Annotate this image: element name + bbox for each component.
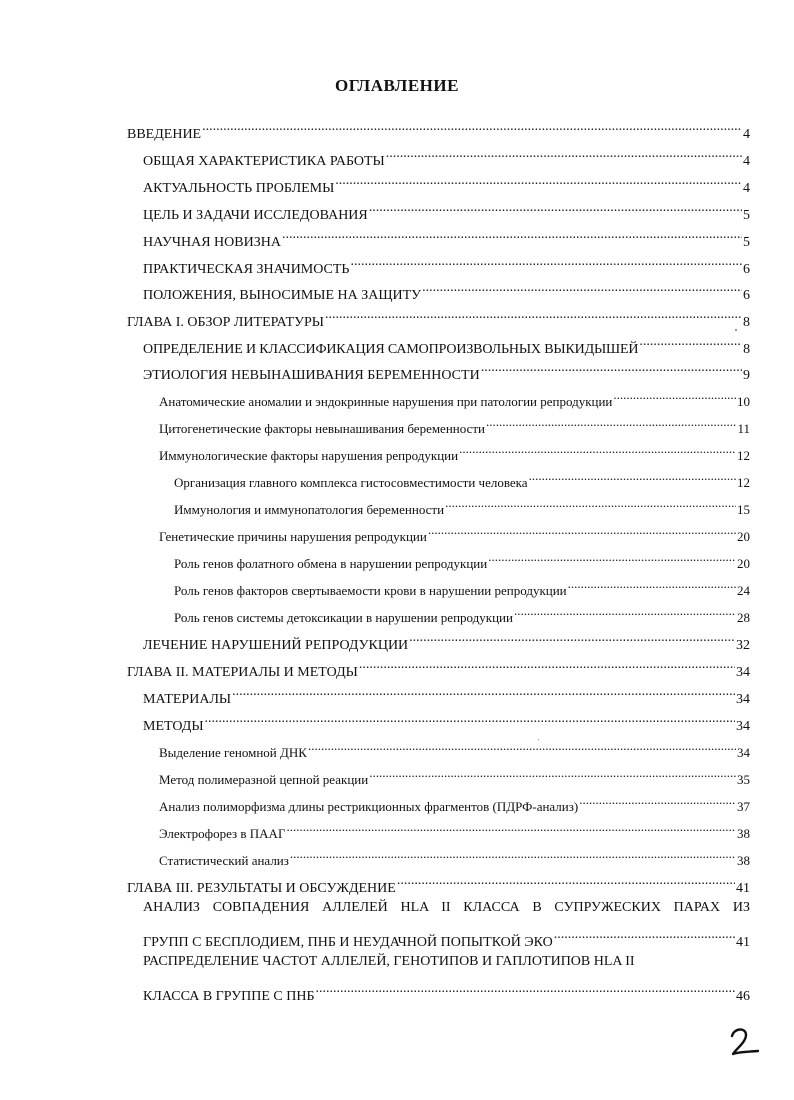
toc-entry-label: ПРАКТИЧЕСКАЯ ЗНАЧИМОСТЬ	[143, 262, 350, 277]
leader-dots	[201, 116, 742, 138]
toc-entry-label: ЦЕЛЬ И ЗАДАЧИ ИССЛЕДОВАНИЯ	[143, 208, 368, 223]
toc-entry-label: Электрофорез в ПААГ	[159, 826, 286, 841]
toc-page-number: 34	[737, 745, 750, 760]
toc-entry-label: ГЛАВА III. РЕЗУЛЬТАТЫ И ОБСУЖДЕНИЕ	[127, 881, 396, 896]
toc-page-number: 41	[736, 881, 750, 896]
leader-dots	[385, 143, 742, 165]
leader-dots	[612, 384, 736, 406]
leader-dots	[307, 735, 736, 757]
leader-dots	[578, 789, 736, 811]
leader-dots	[487, 546, 736, 568]
toc-entry[interactable]	[143, 627, 750, 653]
toc-page-number: 41	[736, 935, 750, 950]
toc-entry[interactable]	[174, 600, 750, 625]
toc-page-number: 10	[737, 394, 750, 409]
toc-entry-label: Цитогенетические факторы невынашивания беременности	[159, 421, 485, 436]
leader-dots	[528, 465, 736, 487]
toc-page-number: 8	[743, 315, 750, 330]
leader-dots	[285, 816, 736, 838]
toc-entry[interactable]	[127, 870, 750, 896]
toc-page-number: 15	[737, 502, 750, 517]
toc-page-number: 37	[737, 799, 750, 814]
leader-dots	[567, 573, 736, 595]
toc-entry-label: АКТУАЛЬНОСТЬ ПРОБЛЕМЫ	[143, 181, 335, 196]
page-title: ОГЛАВЛЕНИЕ	[335, 76, 459, 95]
toc-page-number: 20	[737, 529, 750, 544]
leader-dots	[553, 924, 735, 946]
toc-page-number: 28	[737, 610, 750, 625]
toc-page-number: 34	[736, 692, 750, 707]
toc-entry-label: Иммунология и иммунопатология беременности	[174, 502, 445, 517]
handwritten-page-number	[724, 1022, 764, 1062]
toc-entry[interactable]	[174, 573, 750, 598]
toc-entry[interactable]	[143, 681, 750, 707]
toc-entry[interactable]	[159, 762, 750, 787]
toc-page-number: 12	[737, 448, 750, 463]
toc-page-number: 4	[743, 154, 750, 169]
leader-dots	[358, 654, 735, 676]
toc-entry[interactable]	[143, 197, 750, 223]
leader-dots	[324, 304, 742, 326]
toc-entry[interactable]	[143, 331, 750, 357]
leader-dots	[480, 357, 742, 379]
toc-page-number: 35	[737, 772, 750, 787]
leader-dots	[334, 170, 742, 192]
toc-entry-label: Роль генов системы детоксикации в нарушении репродукции	[174, 610, 513, 625]
toc-entry-label: Генетические причины нарушения репродукции	[159, 529, 427, 544]
toc-entry-label: Роль генов факторов свертываемости крови в нарушении репродукции	[174, 583, 567, 598]
leader-dots	[349, 251, 742, 273]
toc-entry[interactable]	[143, 251, 750, 277]
toc-page-number: 32	[736, 638, 750, 653]
toc-entry[interactable]	[159, 789, 750, 814]
toc-entry-label: Анатомические аномалии и эндокринные нарушения при патологии репродукции	[159, 394, 613, 409]
toc-entry-label: ГЛАВА I. ОБЗОР ЛИТЕРАТУРЫ	[127, 315, 324, 330]
toc-page-number: 5	[743, 235, 750, 250]
toc-entry[interactable]	[159, 843, 750, 868]
toc-entry[interactable]	[143, 357, 750, 383]
leader-dots	[458, 438, 736, 460]
toc-entry[interactable]	[174, 492, 750, 517]
toc-entry[interactable]	[159, 816, 750, 841]
toc-entry[interactable]	[174, 546, 750, 571]
scan-speck	[735, 329, 737, 331]
toc-entry[interactable]	[174, 465, 750, 490]
scan-speck	[538, 739, 539, 740]
leader-dots	[444, 492, 736, 514]
toc-entry-multiline-line1[interactable]: РАСПРЕДЕЛЕНИЕ ЧАСТОТ АЛЛЕЛЕЙ, ГЕНОТИПОВ И ГАПЛОТИПОВ HLA II	[143, 954, 635, 969]
toc-entry[interactable]	[159, 735, 750, 760]
leader-dots	[289, 843, 736, 865]
toc-page-number: 20	[737, 556, 750, 571]
toc-entry-multiline-line1[interactable]: АНАЛИЗ СОВПАДЕНИЯ АЛЛЕЛЕЙ HLA II КЛАССА В СУПРУЖЕСКИХ ПАРАХ ИЗ	[143, 900, 750, 915]
toc-entry-label: ВВЕДЕНИЕ	[127, 127, 202, 142]
toc-page-number: 4	[743, 181, 750, 196]
toc-entry[interactable]	[127, 654, 750, 680]
toc-entry-label: МАТЕРИАЛЫ	[143, 692, 232, 707]
toc-entry-label: НАУЧНАЯ НОВИЗНА	[143, 235, 281, 250]
leader-dots	[485, 411, 736, 433]
toc-entry[interactable]	[143, 170, 750, 196]
toc-entry[interactable]	[143, 277, 750, 303]
toc-entry[interactable]	[159, 438, 750, 463]
toc-entry[interactable]	[143, 143, 750, 169]
toc-page-number: 6	[743, 288, 750, 303]
toc-entry-label: ОБЩАЯ ХАРАКТЕРИСТИКА РАБОТЫ	[143, 154, 385, 169]
toc-page-number: 4	[743, 127, 750, 142]
toc-entry[interactable]	[143, 224, 750, 250]
toc-page-number: 6	[743, 262, 750, 277]
toc-page-number: 5	[743, 208, 750, 223]
leader-dots	[281, 224, 742, 246]
leader-dots	[315, 978, 736, 1000]
toc-page-number: 34	[736, 665, 750, 680]
toc-page-number: 46	[736, 989, 750, 1004]
toc-entry-label: ОПРЕДЕЛЕНИЕ И КЛАССИФИКАЦИЯ САМОПРОИЗВОЛЬНЫХ ВЫКИДЫШЕЙ	[143, 342, 639, 357]
toc-entry-label: ГРУПП С БЕСПЛОДИЕМ, ПНБ И НЕУДАЧНОЙ ПОПЫТКОЙ ЭКО	[143, 935, 553, 950]
toc-entry-label: Метод полимеразной цепной реакции	[159, 772, 369, 787]
toc-entry[interactable]	[127, 116, 750, 142]
toc-entry-label: МЕТОДЫ	[143, 719, 204, 734]
toc-entry-label: Выделение геномной ДНК	[159, 745, 307, 760]
leader-dots	[421, 277, 742, 299]
toc-entry[interactable]	[143, 708, 750, 734]
toc-entry-label: ПОЛОЖЕНИЯ, ВЫНОСИМЫЕ НА ЗАЩИТУ	[143, 288, 422, 303]
leader-dots	[513, 600, 736, 622]
toc-page-number: 34	[736, 719, 750, 734]
toc-entry-label: КЛАССА В ГРУППЕ С ПНБ	[143, 989, 315, 1004]
toc-page-number: 38	[737, 853, 750, 868]
toc-page-number: 11	[737, 421, 750, 436]
toc-entry-label: Организация главного комплекса гистосовместимости человека	[174, 475, 528, 490]
toc-page-number: 12	[737, 475, 750, 490]
leader-dots	[231, 681, 735, 703]
leader-dots	[638, 331, 742, 353]
toc-entry[interactable]	[159, 384, 750, 409]
toc-entry[interactable]	[159, 411, 750, 436]
leader-dots	[408, 627, 735, 649]
toc-page-number: 38	[737, 826, 750, 841]
leader-dots	[368, 197, 742, 219]
leader-dots	[427, 519, 736, 541]
toc-entry-label: Анализ полиморфизма длины рестрикционных фрагментов (ПДРФ-анализ)	[159, 799, 579, 814]
toc-entry-label: Роль генов фолатного обмена в нарушении репродукции	[174, 556, 488, 571]
toc-entry-label: ГЛАВА II. МАТЕРИАЛЫ И МЕТОДЫ	[127, 665, 358, 680]
toc-entry[interactable]	[159, 519, 750, 544]
toc-page-number: 8	[743, 342, 750, 357]
toc-entry[interactable]	[127, 304, 750, 330]
leader-dots	[368, 762, 736, 784]
leader-dots	[204, 708, 735, 730]
toc-entry-label: ЭТИОЛОГИЯ НЕВЫНАШИВАНИЯ БЕРЕМЕННОСТИ	[143, 368, 480, 383]
leader-dots	[396, 870, 735, 892]
toc-entry[interactable]	[143, 978, 750, 1004]
toc-entry-label: Статистический анализ	[159, 853, 289, 868]
toc-entry-label: Иммунологические факторы нарушения репродукции	[159, 448, 459, 463]
toc-entry[interactable]	[143, 924, 750, 950]
toc-page-number: 9	[743, 368, 750, 383]
toc-page-number: 24	[737, 583, 750, 598]
toc-entry-label: ЛЕЧЕНИЕ НАРУШЕНИЙ РЕПРОДУКЦИИ	[143, 638, 409, 653]
